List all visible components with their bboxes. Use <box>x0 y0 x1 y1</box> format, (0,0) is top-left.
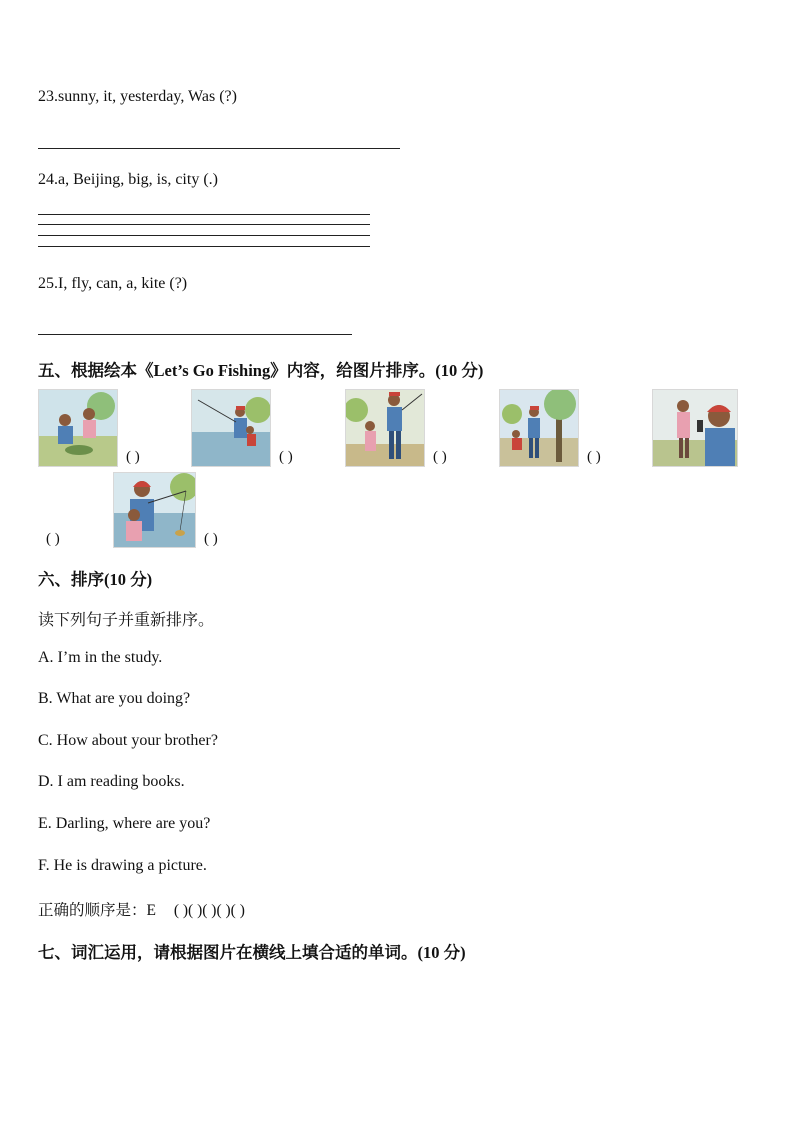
answer-line-23[interactable] <box>38 148 400 149</box>
story-picture-3 <box>345 389 425 467</box>
story-picture-4 <box>499 389 579 467</box>
section-6-instruction: 读下列句子并重新排序。 <box>38 612 215 629</box>
question-23: 23.sunny, it, yesterday, Was (?) <box>38 88 237 105</box>
question-25: 25.I, fly, can, a, kite (?) <box>38 275 188 292</box>
writing-line[interactable] <box>38 235 370 236</box>
section-7-heading: 七、词汇运用，请根据图片在横线上填合适的单词。(10 分) <box>38 943 466 962</box>
correct-order-row <box>38 898 245 920</box>
sentence-f: F. He is drawing a picture. <box>38 857 207 874</box>
order-blank-1[interactable]: ( ) <box>173 902 189 919</box>
section-5-heading: 五、根据绘本《Let’s Go Fishing》内容，给图片排序。(10 分) <box>38 361 484 380</box>
story-picture-2 <box>191 389 271 467</box>
order-blank-4[interactable]: ( ) <box>216 902 231 919</box>
order-blank-3[interactable]: ( ) <box>202 902 217 919</box>
sentence-b: B. What are you doing? <box>38 690 191 707</box>
sentence-d: D. I am reading books. <box>38 773 185 790</box>
writing-line[interactable] <box>38 224 370 225</box>
order-label: 正确的顺序是：E <box>38 902 156 919</box>
answer-blank[interactable]: ( ) <box>204 531 218 547</box>
order-blank-2[interactable]: ( ) <box>188 902 203 919</box>
answer-blank[interactable]: ( ) <box>587 449 601 465</box>
answer-line-25[interactable] <box>38 334 352 335</box>
sentence-e: E. Darling, where are you? <box>38 815 211 832</box>
answer-blank[interactable]: ( ) <box>126 449 140 465</box>
answer-blank[interactable]: ( ) <box>279 449 293 465</box>
writing-line[interactable] <box>38 246 370 247</box>
answer-blank[interactable]: ( ) <box>46 531 60 547</box>
story-picture-5 <box>652 389 738 467</box>
sentence-c: C. How about your brother? <box>38 732 218 749</box>
story-picture-6 <box>113 472 196 548</box>
writing-line[interactable] <box>38 214 370 215</box>
order-blank-5[interactable]: ( ) <box>230 902 245 919</box>
section-6-heading: 六、排序(10 分) <box>38 570 153 589</box>
story-picture-1 <box>38 389 118 467</box>
answer-blank[interactable]: ( ) <box>433 449 447 465</box>
sentence-a: A. I’m in the study. <box>38 649 163 666</box>
question-24: 24.a, Beijing, big, is, city (.) <box>38 171 218 188</box>
